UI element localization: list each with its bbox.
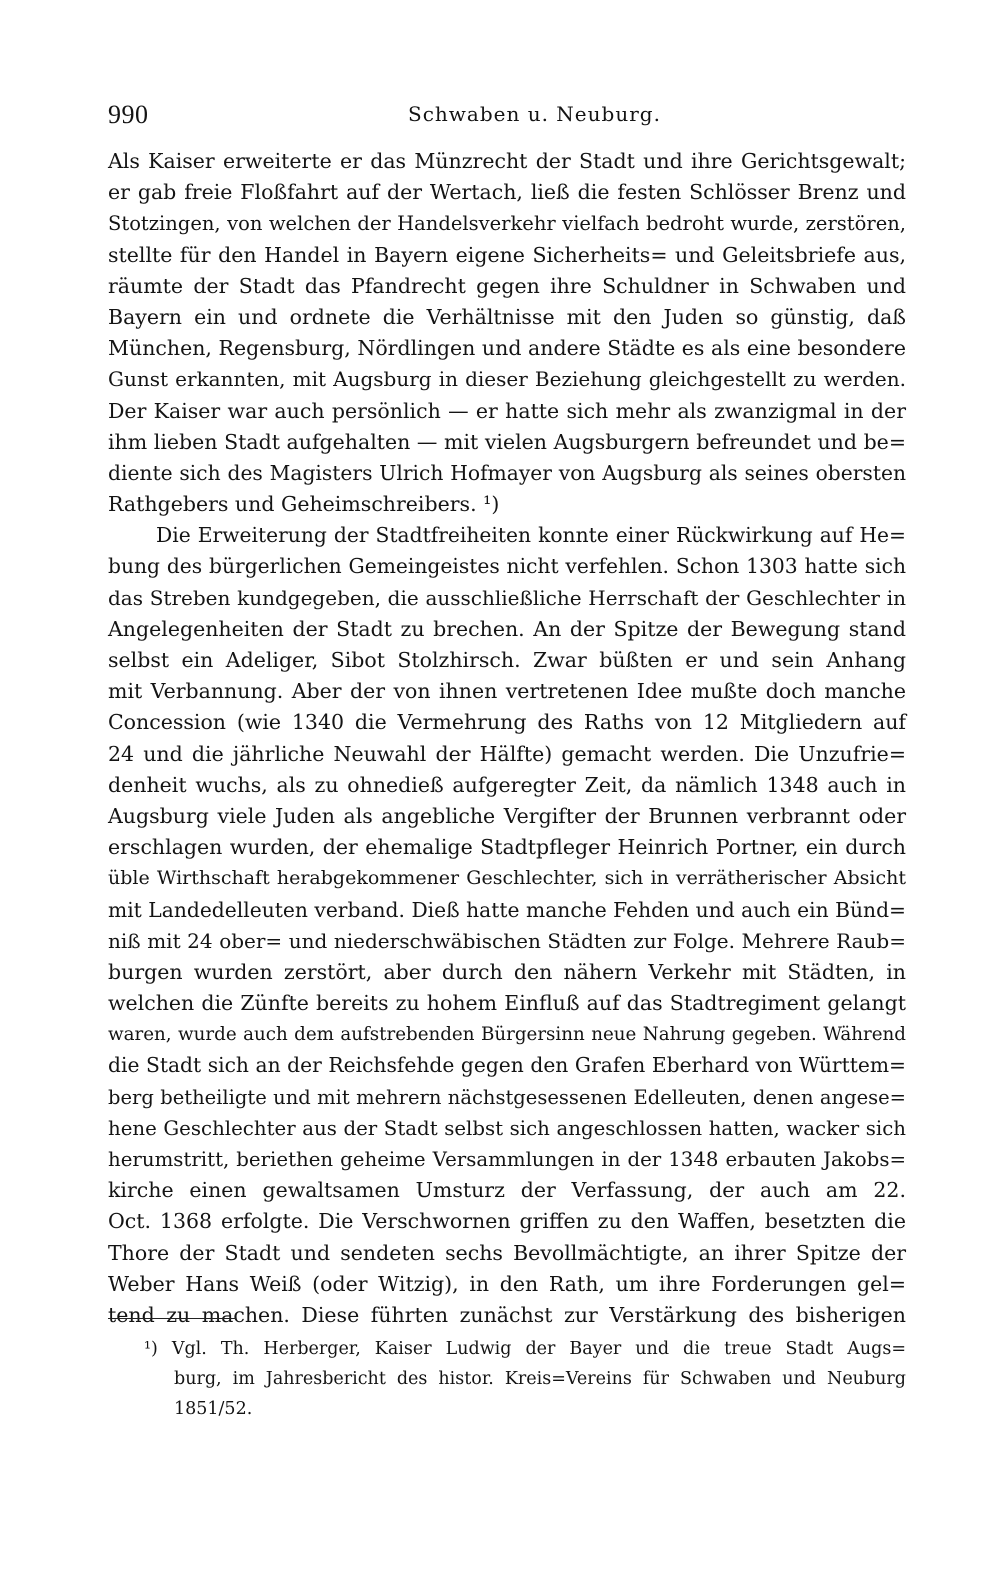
text-line: mit Verbannung. Aber der von ihnen vertretenen Idee mußte doch manche: [108, 679, 906, 704]
text-line: herumstritt, beriethen geheime Versammlungen in der 1348 erbauten Jakobs=: [108, 1148, 906, 1171]
footnote-line: 1851/52.: [174, 1399, 253, 1419]
text-line: Stotzingen, von welchen der Handelsverkehr vielfach bedroht wurde, zerstören,: [108, 212, 906, 236]
text-line: er gab freie Floßfahrt auf der Wertach, ließ die festen Schlösser Brenz und: [108, 180, 906, 205]
text-line: tend zu machen. Diese führten zunächst zur Verstärkung des bisherigen: [108, 1302, 906, 1327]
text-line: welchen die Zünfte bereits zu hohem Einfluß auf das Stadtregiment gelangt: [108, 991, 906, 1016]
text-line: denheit wuchs, als zu ohnedieß aufgeregter Zeit, da nämlich 1348 auch in: [108, 772, 906, 797]
text-line: stellte für den Handel in Bayern eigene Sicherheits= und Geleitsbriefe aus,: [108, 242, 906, 267]
text-line: erschlagen wurden, der ehemalige Stadtpfleger Heinrich Portner, ein durch: [108, 835, 906, 860]
running-title: Schwaben u. Neuburg.: [408, 102, 661, 126]
text-line: hene Geschlechter aus der Stadt selbst sich angeschlossen hatten, wacker sich: [108, 1116, 906, 1140]
text-line: München, Regensburg, Nördlingen und andere Städte es als eine besondere: [108, 336, 906, 361]
text-line: niß mit 24 ober= und niederschwäbischen Städten zur Folge. Mehrere Raub=: [108, 928, 906, 953]
text-line: waren, wurde auch dem aufstrebenden Bürgersinn neue Nahrung gegeben. Während: [108, 1024, 906, 1046]
text-line: Angelegenheiten der Stadt zu brechen. An der Spitze der Bewegung stand: [108, 616, 906, 641]
text-line: kirche einen gewaltsamen Umsturz der Verfassung, der auch am 22.: [108, 1178, 906, 1203]
page-header: [108, 100, 906, 136]
text-line: üble Wirthschaft herabgekommener Geschlechter, sich in verrätherischer Absicht: [108, 867, 906, 890]
footnote-line: ¹) Vgl. Th. Herberger, Kaiser Ludwig der Bayer und die treue Stadt Augs=: [144, 1339, 906, 1359]
text-line: Bayern ein und ordnete die Verhältnisse mit den Juden so günstig, daß: [108, 304, 906, 329]
text-line: berg betheiligte und mit mehrern nächstgesessenen Edelleuten, denen angese=: [108, 1085, 906, 1109]
text-line: diente sich des Magisters Ulrich Hofmayer von Augsburg als seines obersten: [108, 460, 906, 485]
text-line: mit Landedelleuten verband. Dieß hatte manche Fehden und auch ein Bünd=: [108, 897, 906, 922]
text-line: Gunst erkannten, mit Augsburg in dieser Beziehung gleichgestellt zu werden.: [108, 367, 906, 392]
text-line: burgen wurden zerstört, aber durch den nähern Verkehr mit Städten, in: [108, 959, 906, 984]
text-line: Augsburg viele Juden als angebliche Vergifter der Brunnen verbrannt oder: [108, 803, 906, 828]
text-line: ihm lieben Stadt aufgehalten — mit vielen Augsburgern befreundet und be=: [108, 429, 906, 454]
page-number: 990: [108, 100, 149, 129]
footnotes: [144, 1334, 906, 1424]
body-text: [108, 146, 906, 1331]
text-line: die Stadt sich an der Reichsfehde gegen den Grafen Eberhard von Württem=: [108, 1053, 906, 1078]
text-line: Die Erweiterung der Stadtfreiheiten konnte einer Rückwirkung auf He=: [156, 523, 906, 548]
text-line: Thore der Stadt und sendeten sechs Bevollmächtigte, an ihrer Spitze der: [108, 1240, 906, 1265]
text-line: Der Kaiser war auch persönlich — er hatte sich mehr als zwanzigmal in der: [108, 398, 906, 423]
text-line: Rathgebers und Geheimschreibers. ¹): [108, 492, 500, 517]
text-line: das Streben kundgegeben, die ausschließliche Herrschaft der Geschlechter in: [108, 585, 906, 610]
text-line: bung des bürgerlichen Gemeingeistes nicht verfehlen. Schon 1303 hatte sich: [108, 554, 906, 579]
text-line: Oct. 1368 erfolgte. Die Verschwornen griffen zu den Waffen, besetzten die: [108, 1209, 906, 1234]
footnote-divider: [108, 1318, 236, 1319]
text-line: Weber Hans Weiß (oder Witzig), in den Rath, um ihre Forderungen gel=: [108, 1271, 906, 1296]
text-line: Als Kaiser erweiterte er das Münzrecht der Stadt und ihre Gerichtsgewalt;: [108, 149, 906, 173]
footnote-line: burg, im Jahresbericht des histor. Kreis=Vereins für Schwaben und Neuburg: [174, 1369, 906, 1389]
text-line: Concession (wie 1340 die Vermehrung des Raths von 12 Mitgliedern auf: [108, 710, 906, 735]
text-line: 24 und die jährliche Neuwahl der Hälfte) gemacht werden. Die Unzufrie=: [108, 741, 906, 766]
text-line: selbst ein Adeliger, Sibot Stolzhirsch. Zwar büßten er und sein Anhang: [108, 648, 906, 672]
text-line: räumte der Stadt das Pfandrecht gegen ihre Schuldner in Schwaben und: [108, 273, 906, 298]
